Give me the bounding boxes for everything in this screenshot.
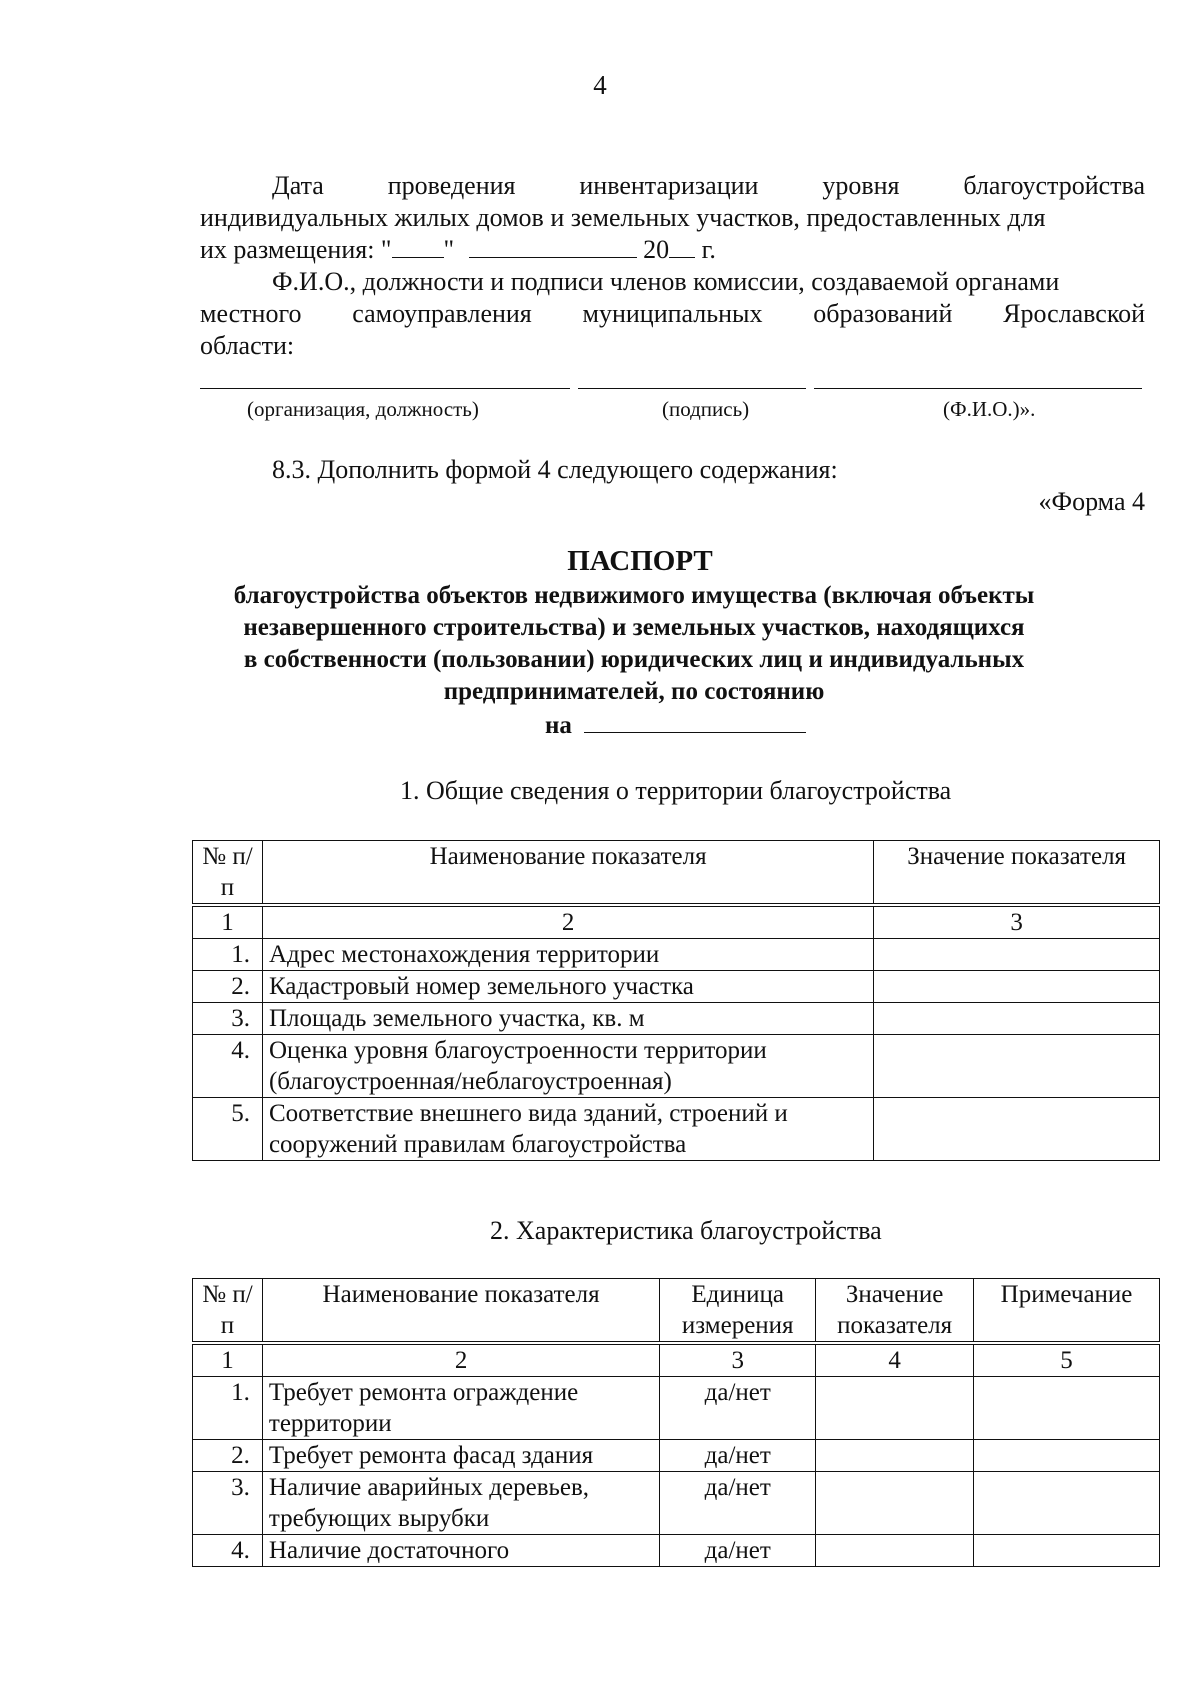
table-row: 4. Оценка уровня благоустроенности территории (благоустроенная/неблагоустроенная): [193, 1035, 1160, 1098]
header-cell-note: Примечание: [974, 1279, 1160, 1344]
table-row: 3. Площадь земельного участка, кв. м: [193, 1003, 1160, 1035]
section-8-3: 8.3. Дополнить формой 4 следующего содержания:: [272, 455, 838, 484]
header-cell-value: Значение показателя: [816, 1279, 974, 1344]
table1-heading: 1. Общие сведения о территории благоустройства: [400, 776, 952, 805]
note-cell[interactable]: [974, 1535, 1160, 1567]
form-label: «Форма 4: [1038, 487, 1145, 516]
table-row: 2. Требует ремонта фасад здания да/нет: [193, 1440, 1160, 1472]
value-cell[interactable]: [816, 1440, 974, 1472]
table-row: 1. Требует ремонта ограждение территории да/нет: [193, 1377, 1160, 1440]
inventory-paragraph: [200, 170, 1145, 266]
caption-fio: (Ф.И.О.)».: [943, 397, 1036, 421]
passport-title: ПАСПОРТ: [567, 545, 713, 577]
table-header-row: [193, 1279, 1160, 1344]
value-cell[interactable]: [874, 1003, 1160, 1035]
table-row: 5. Соответствие внешнего вида зданий, строений и сооружений правилам благоустройства: [193, 1098, 1160, 1161]
table-row: 2. Кадастровый номер земельного участка: [193, 971, 1160, 1003]
date-blank: [584, 732, 806, 733]
commission-line-1: Ф.И.О., должности и подписи членов комиссии, создаваемой органами: [272, 267, 1060, 296]
table2-heading: 2. Характеристика благоустройства: [490, 1216, 882, 1245]
value-cell[interactable]: [874, 939, 1160, 971]
passport-subtitle: благоустройства объектов недвижимого имущества (включая объекты незавершенного строительства) и земельных участков, находящихся в собственности (пользовании) юридических лиц и индивидуальных предпринимателей, по состоянию: [233, 582, 1035, 705]
value-cell[interactable]: [874, 971, 1160, 1003]
header-cell-name: Наименование показателя: [262, 1279, 659, 1344]
day-blank: [392, 257, 444, 258]
page-number: 4: [593, 70, 607, 100]
table-general-info: [192, 840, 1160, 1161]
caption-org: (организация, должность): [247, 397, 479, 421]
table-row: 3. Наличие аварийных деревьев, требующих вырубки да/нет: [193, 1472, 1160, 1535]
value-cell[interactable]: [816, 1377, 974, 1440]
year-blank: [669, 257, 695, 258]
table-row: 1. Адрес местонахождения территории: [193, 939, 1160, 971]
numbering-row: 1 2 3 4 5: [193, 1343, 1160, 1377]
note-cell[interactable]: [974, 1472, 1160, 1535]
header-cell-number: № п/п: [193, 841, 263, 906]
table-header-row: [193, 841, 1160, 906]
header-cell-unit: Единица измерения: [660, 1279, 816, 1344]
commission-line-2: местного самоуправления муниципальных образований Ярославской: [200, 299, 1146, 328]
caption-sign: (подпись): [662, 397, 750, 421]
month-blank: [469, 257, 637, 258]
value-cell[interactable]: [816, 1472, 974, 1535]
table-row: 4. Наличие достаточного да/нет: [193, 1535, 1160, 1567]
value-cell[interactable]: [874, 1035, 1160, 1098]
inventory-line-3: их размещения: " " 20 г.: [200, 235, 716, 264]
value-cell[interactable]: [816, 1535, 974, 1567]
header-cell-name: Наименование показателя: [262, 841, 873, 906]
note-cell[interactable]: [974, 1440, 1160, 1472]
inventory-line-2: индивидуальных жилых домов и земельных участков, предоставленных для: [200, 203, 1046, 232]
value-cell[interactable]: [874, 1098, 1160, 1161]
note-cell[interactable]: [974, 1377, 1160, 1440]
header-cell-number: № п/п: [193, 1279, 263, 1344]
passport-on-date: на: [545, 712, 806, 740]
commission-paragraph: [200, 266, 1145, 362]
numbering-row: 1 2 3: [193, 905, 1160, 939]
inventory-line-1: Дата проведения инвентаризации уровня благоустройства: [272, 171, 1146, 200]
signature-line-org: [200, 388, 570, 389]
table-characteristics: [192, 1278, 1160, 1567]
signature-line-fio: [814, 388, 1142, 389]
header-cell-value: Значение показателя: [874, 841, 1160, 906]
commission-line-3: области:: [200, 331, 295, 360]
signature-line-sign: [578, 388, 806, 389]
